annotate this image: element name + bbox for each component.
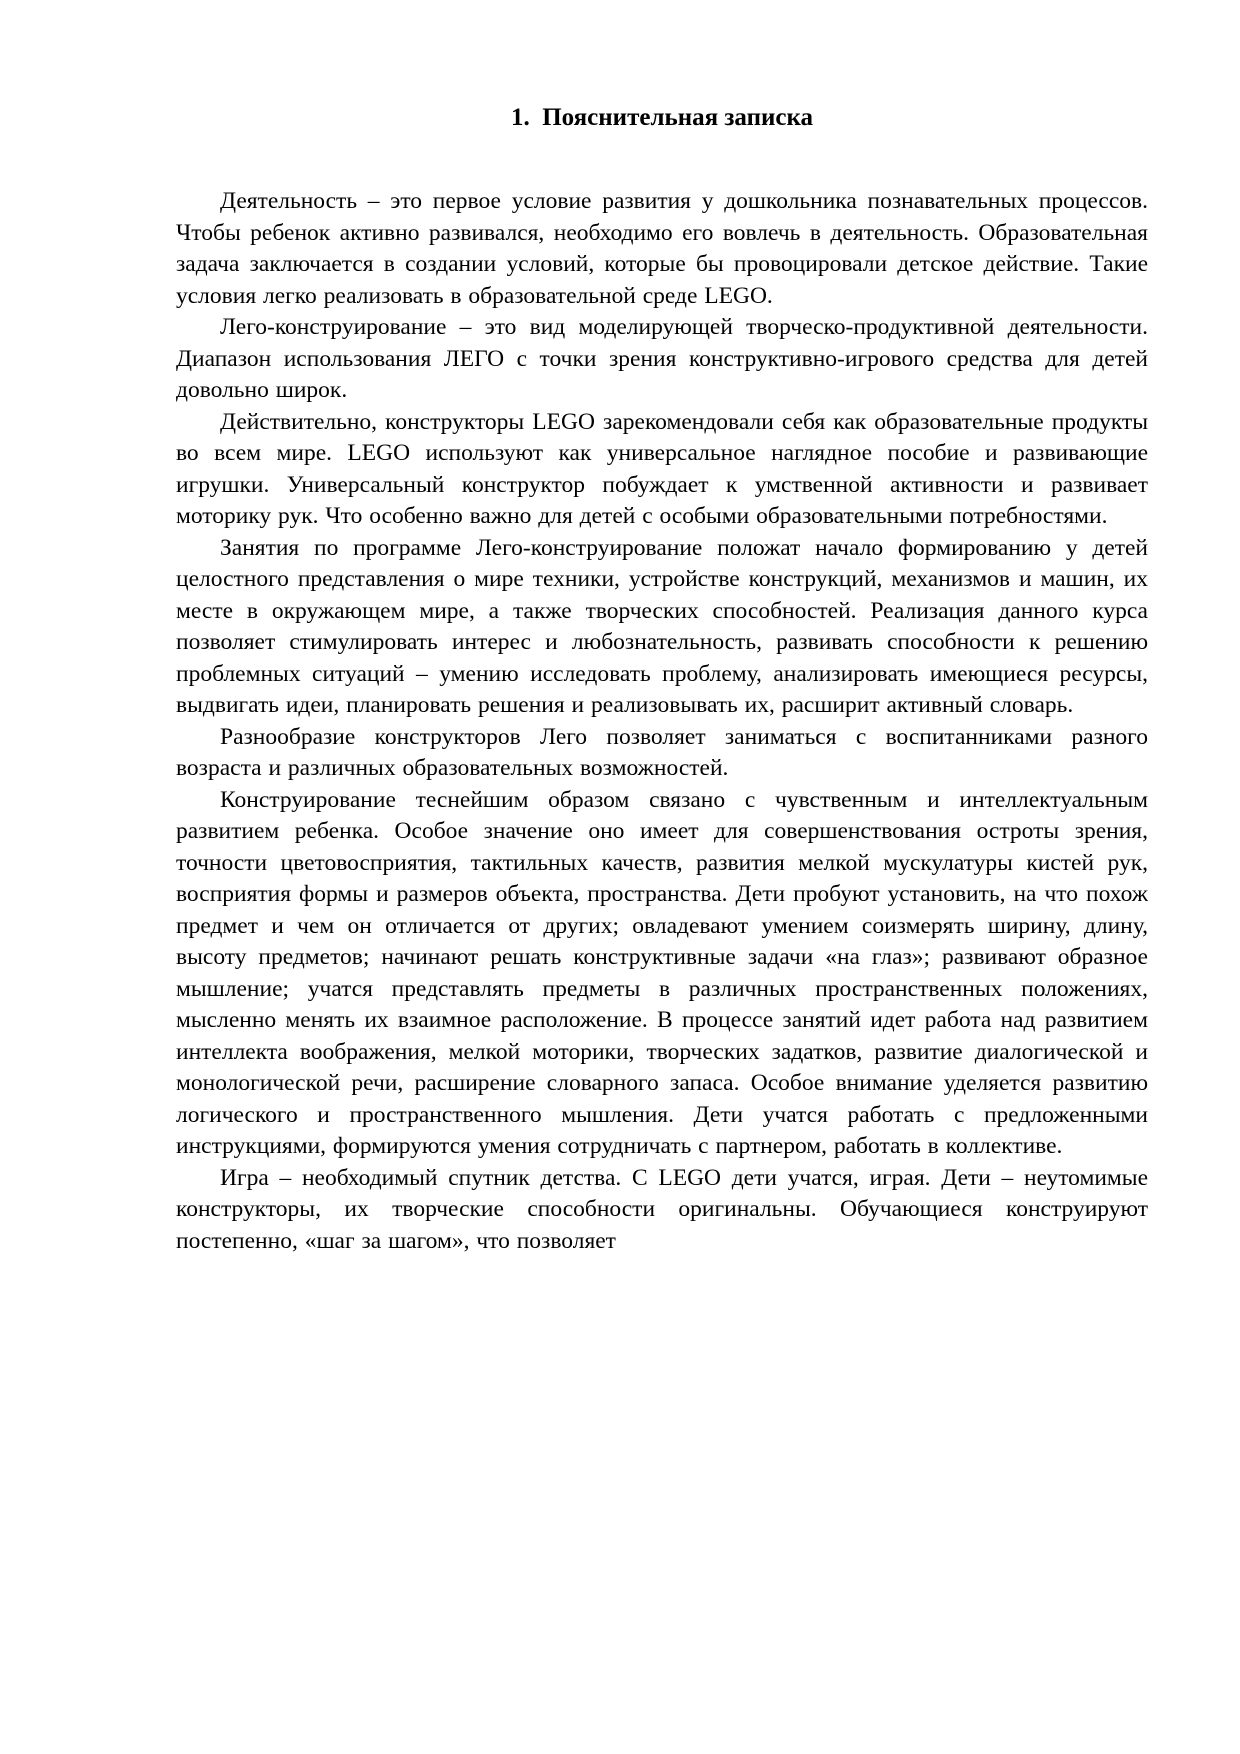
paragraph-program-goals: Занятия по программе Лего-конструирование положат начало формированию у детей целостного представления о мире техники, устройстве конструкций, механизмов и машин, их месте в окружающем мире, а также творческих способностей. Реализация данного курса позволяет стимулировать интерес и любознательность, развивать способности к решению проблемных ситуаций – умению исследовать проблему, анализировать имеющиеся ресурсы, выдвигать идеи, планировать решения и реализовывать их, расширит активный словарь. xyxy=(176,534,1148,718)
paragraph-activity-first-condition: Деятельность – это первое условие развития у дошкольника познавательных процессов. Чтобы ребенок активно развивался, необходимо его вовлечь в деятельность. Образовательная задача заключается в создании условий, которые бы провоцировали детское действие. Такие условия легко реализовать в образовательной среде LEGO. xyxy=(176,188,1148,309)
paragraph-lego-worldwide-products: Действительно, конструкторы LEGO зарекомендовали себя как образовательные продукты во всем мире. LEGO используют как универсальное наглядное пособие и развивающие игрушки. Универсальный конструктор побуждает к умственной активности и развивает моторику рук. Что особенно важно для детей с особыми образовательными потребностями. xyxy=(176,408,1148,529)
paragraph-constructor-variety: Разнообразие конструкторов Лего позволяет заниматься с воспитанниками разного возраста и различных образовательных возможностей. xyxy=(176,723,1148,781)
paragraph-lego-construction-type: Лего-конструирование – это вид моделирующей творческо-продуктивной деятельности. Диапазон использования ЛЕГО с точки зрения конструктивно-игрового средства для детей довольно широк. xyxy=(176,314,1148,403)
paragraph-play-companion: Игра – необходимый спутник детства. С LEGO дети учатся, играя. Дети – неутомимые конструкторы, их творческие способности оригинальны. Обучающиеся конструируют постепенно, «шаг за шагом», что позволяет xyxy=(176,1164,1148,1254)
document-content xyxy=(176,100,1148,1257)
document-title: 1. Пояснительная записка xyxy=(510,104,814,131)
paragraph-sensory-development: Конструирование теснейшим образом связано с чувственным и интеллектуальным развитием ребенка. Особое значение оно имеет для совершенствования остроты зрения, точности цветовосприятия, тактильных качеств, развития мелкой мускулатуры кистей рук, восприятия формы и размеров объекта, пространства. Дети пробуют установить, на что похож предмет и чем он отличается от других; овладевают умением соизмерять ширину, длину, высоту предметов; начинают решать конструктивные задачи «на глаз»; развивают образное мышление; учатся представлять предметы в различных пространственных положениях, мысленно менять их взаимное расположение. В процессе занятий идет работа над развитием интеллекта воображения, мелкой моторики, творческих задатков, развитие диалогической и монологической речи, расширение словарного запаса. Особое внимание уделяется развитию логического и пространственного мышления. Дети учатся работать с предложенными инструкциями, формируются умения сотрудничать с партнером, работать в коллективе. xyxy=(176,786,1148,1159)
